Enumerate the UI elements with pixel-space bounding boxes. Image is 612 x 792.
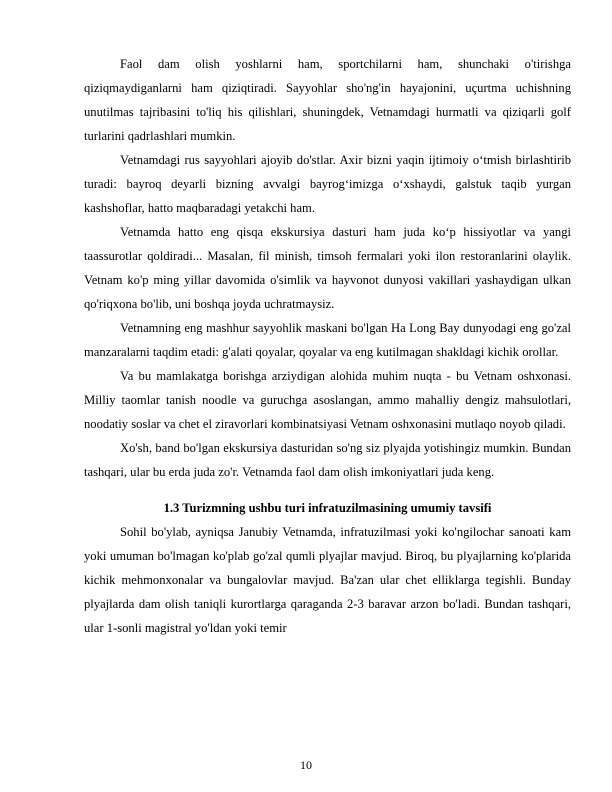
- paragraph-russian-tourists: Vetnamdagi rus sayyohlari ajoyib do'stlar. Axir bizni yaqin ijtimoiy o‘tmish birlashtirib turadi: bayroq deyarli bizning avvalgi bayrog‘imizga o‘xshaydi, galstuk taqib yurgan kashshoflar, hatto maqbaradagi yetakchi ham.: [84, 153, 571, 215]
- paragraph-infrastructure: Sohil bo'ylab, ayniqsa Janubiy Vetnamda, infratuzilmasi yoki ko'ngilochar sanoati kam yoki umuman bo'lmagan ko'plab go'zal qumli plyajlar mavjud. Biroq, bu plyajlarning ko'plarida kichik mehmonxonalar va bungalovlar mavjud. Ba'zan ular chet elliklarga tegishli. Bunday plyajlarda dam olish taniqli kurortlarga qaraganda 2-3 baravar arzon bo'ladi. Bundan tashqari, ular 1-sonli magistral yo'ldan yoki temir: [84, 525, 571, 635]
- paragraph-excursion-program: Vetnamda hatto eng qisqa ekskursiya dasturi ham juda ko‘p hissiyotlar va yangi taassurotlar qoldiradi... Masalan, fil minish, timsoh fermalari yoki ilon restoranlarini olaylik. Vetnam ko'p ming yillar davomida o'simlik va hayvonot dunyosi vakillari yashaydigan ulkan qo'riqxona bo'lib, uni boshqa joyda uchratmaysiz.: [84, 225, 571, 311]
- paragraph-ha-long-bay: Vetnamning eng mashhur sayyohlik maskani bo'lgan Ha Long Bay dunyodagi eng go'zal manzaralarni taqdim etadi: g'alati qoyalar, qoyalar va eng kutilmagan shakldagi kichik orollar.: [84, 321, 571, 359]
- page-number: 10: [300, 758, 312, 772]
- section-heading: 1.3 Turizmning ushbu turi infratuzilmasining umumiy tavsifi: [163, 501, 492, 515]
- paragraph-active-leisure: Faol dam olish yoshlarni ham, sportchilarni ham, shunchaki o'tirishga qiziqmaydiganlarni ham qiziqtiradi. Sayyohlar sho'ng'in hayajonini, uçurtma uchishning unutilmas tajribasini to'liq his qilishlari, shuningdek, Vetnamdagi hurmatli va qiziqarli golf turlarini qadrlashlari mumkin.: [84, 57, 571, 143]
- document-page: [84, 52, 571, 640]
- paragraph-vietnamese-cuisine: Va bu mamlakatga borishga arziydigan alohida muhim nuqta - bu Vetnam oshxonasi. Milliy taomlar tanish noodle va guruchga asoslangan, ammo mahalliy dengiz mahsulotlari, noodatiy soslar va chet el ziravorlari kombinatsiyasi Vetnam oshxonasini mutlaqo noyob qiladi.: [84, 369, 571, 431]
- paragraph-beach-rest: Xo'sh, band bo'lgan ekskursiya dasturidan so'ng siz plyajda yotishingiz mumkin. Bundan tashqari, ular bu erda juda zo'r. Vetnamda faol dam olish imkoniyatlari juda keng.: [84, 441, 571, 479]
